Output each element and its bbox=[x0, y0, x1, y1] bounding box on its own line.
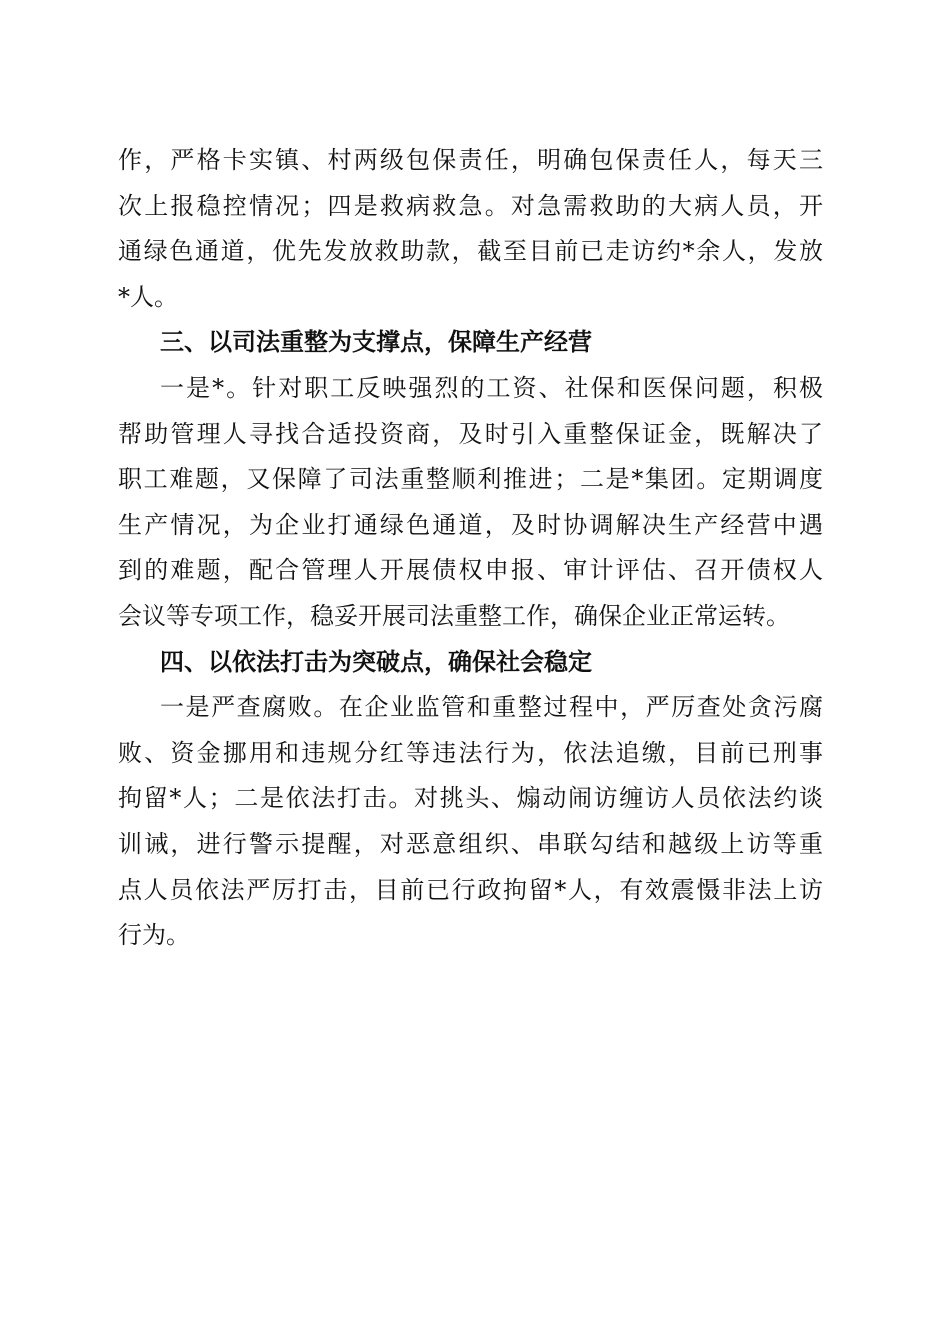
text-line: 作，严格卡实镇、村两级包保责任，明确包保责任人，每天三 bbox=[118, 146, 823, 174]
text-line: 拘留*人；二是依法打击。对挑头、煽动闹访缠访人员依法约谈 bbox=[118, 784, 823, 813]
text-line: 次上报稳控情况；四是救病救急。对急需救助的大病人员，开 bbox=[118, 191, 823, 220]
section-3-paragraph bbox=[118, 366, 823, 640]
text-line: 一是*。针对职工反映强烈的工资、社保和医保问题，积极 bbox=[160, 373, 823, 402]
text-line: 帮助管理人寻找合适投资商，及时引入重整保证金，既解决了 bbox=[118, 419, 823, 448]
text-line: 训诫，进行警示提醒，对恶意组织、串联勾结和越级上访等重 bbox=[118, 829, 823, 858]
text-line: 生产情况，为企业打通绿色通道，及时协调解决生产经营中遇 bbox=[118, 510, 823, 539]
paragraph-continuation bbox=[118, 138, 823, 320]
text-line: 到的难题，配合管理人开展债权申报、审计评估、召开债权人 bbox=[118, 556, 823, 585]
section-heading-3: 三、以司法重整为支撑点，保障生产经营 bbox=[160, 328, 592, 357]
text-line: 一是严查腐败。在企业监管和重整过程中，严厉查处贪污腐 bbox=[160, 693, 823, 722]
text-line: 点人员依法严厉打击，目前已行政拘留*人，有效震慑非法上访 bbox=[118, 875, 823, 904]
text-line: 职工难题，又保障了司法重整顺利推进；二是*集团。定期调度 bbox=[118, 465, 823, 494]
text-line: 会议等专项工作，稳妥开展司法重整工作，确保企业正常运转。 bbox=[118, 601, 790, 630]
text-line: *人。 bbox=[118, 282, 178, 311]
text-line: 行为。 bbox=[118, 921, 190, 950]
section-heading-4: 四、以依法打击为突破点，确保社会稳定 bbox=[160, 647, 592, 676]
text-line: 败、资金挪用和违规分红等违法行为，依法追缴，目前已刑事 bbox=[118, 738, 823, 767]
document-body bbox=[118, 138, 823, 959]
section-4-paragraph bbox=[118, 685, 823, 959]
text-line: 通绿色通道，优先发放救助款，截至目前已走访约*余人，发放 bbox=[118, 237, 823, 266]
